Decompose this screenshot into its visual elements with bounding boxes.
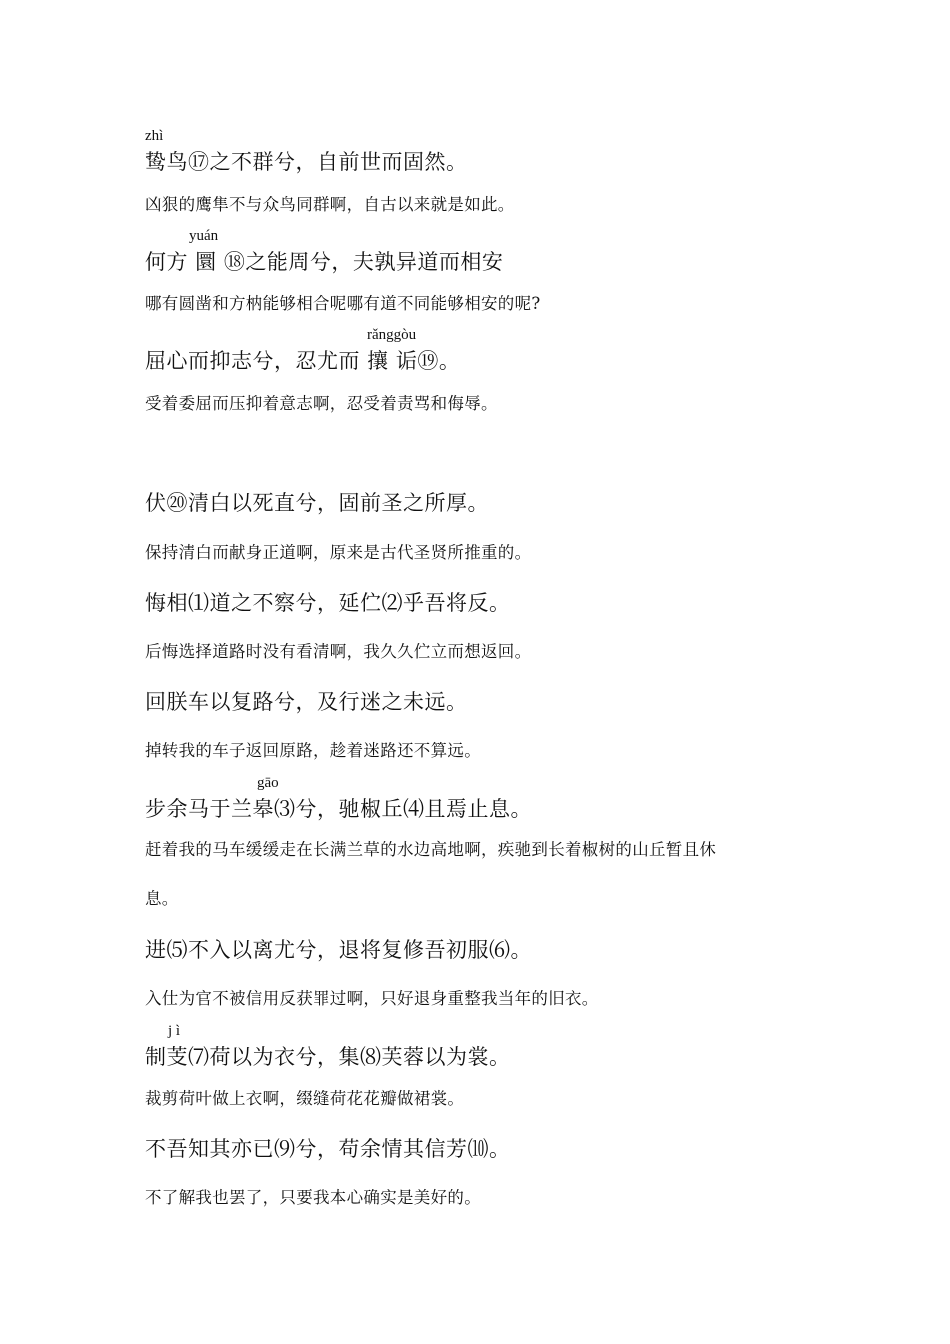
verse-line: 伏⑳清白以死直兮，固前圣之所厚。: [145, 491, 489, 515]
translation-line: 保持清白而献身正道啊，原来是古代圣贤所推重的。: [145, 543, 532, 562]
verse-line: 何方 圜 ⑱之能周兮，夫孰异道而相安: [145, 250, 504, 274]
translation-line: 受着委屈而压抑着意志啊，忍受着责骂和侮辱。: [145, 394, 498, 413]
translation-line: 裁剪荷叶做上衣啊，缀缝荷花花瓣做裙裳。: [145, 1089, 465, 1108]
pinyin-annotation: gāo: [257, 775, 279, 791]
translation-continuation: 息。: [145, 889, 179, 908]
translation-line: 后悔选择道路时没有看清啊，我久久伫立而想返回。: [145, 642, 532, 661]
translation-line: 入仕为官不被信用反获罪过啊，只好退身重整我当年的旧衣。: [145, 989, 599, 1008]
verse-line: 进⑸不入以离尤兮，退将复修吾初服⑹。: [145, 938, 532, 962]
verse-line: 制芰⑺荷以为衣兮，集⑻芙蓉以为裳。: [145, 1045, 511, 1069]
pinyin-annotation: rǎnggòu: [367, 327, 417, 343]
translation-line: 哪有圆凿和方枘能够相合呢哪有道不同能够相安的呢?: [145, 294, 541, 313]
verse-line: 屈心而抑志兮，忍尤而 攘 诟⑲。: [145, 349, 461, 373]
verse-line: 鸷鸟⑰之不群兮，自前世而固然。: [145, 150, 468, 174]
verse-line: 步余马于兰皋⑶兮，驰椒丘⑷且焉止息。: [145, 797, 532, 821]
translation-line: 掉转我的车子返回原路，趁着迷路还不算远。: [145, 741, 481, 760]
verse-line: 回朕车以复路兮，及行迷之未远。: [145, 690, 468, 714]
verse-line: 悔相⑴道之不察兮，延伫⑵乎吾将反。: [145, 591, 511, 615]
translation-line: 凶狠的鹰隼不与众鸟同群啊，自古以来就是如此。: [145, 195, 515, 214]
translation-line: 不了解我也罢了，只要我本心确实是美好的。: [145, 1188, 481, 1207]
verse-line: 不吾知其亦已⑼兮，苟余情其信芳⑽。: [145, 1137, 511, 1161]
translation-line: 赶着我的马车缓缓走在长满兰草的水边高地啊，疾驰到长着椒树的山丘暂且休: [145, 840, 717, 859]
pinyin-annotation: yuán: [189, 228, 219, 244]
pinyin-annotation: zhì: [145, 128, 164, 144]
pinyin-annotation: j ì: [168, 1023, 181, 1039]
